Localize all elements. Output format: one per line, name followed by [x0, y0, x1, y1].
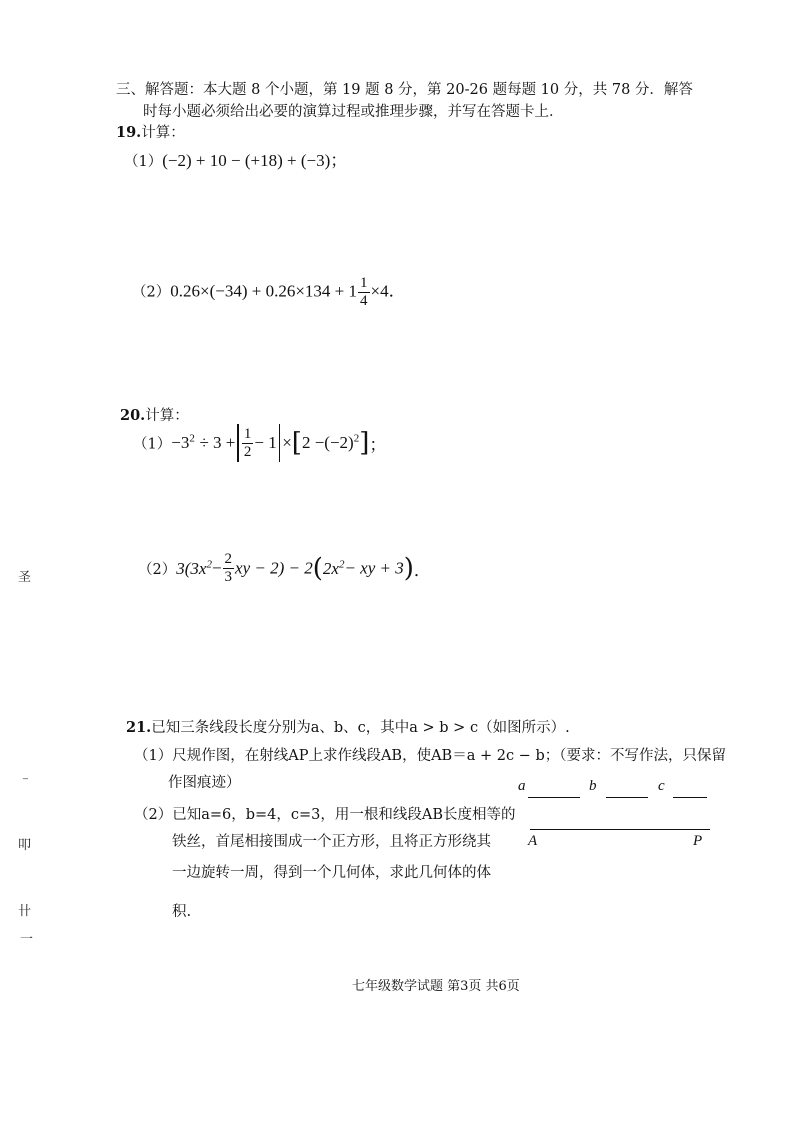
q20-part1-frac-den: 2 [243, 443, 252, 460]
q21-number: 21. [126, 719, 152, 736]
q19-title: 计算： [141, 125, 185, 141]
q19-number: 19. [116, 124, 142, 141]
q21-part2-line2: 铁丝，首尾相接围成一个正方形，且将正方形绕其 [172, 834, 491, 850]
q21-stem-text: 已知三条线段长度分别为a、b、c，其中a > b > c（如图所示）. [151, 720, 570, 736]
section-heading-line1: 三、解答题：本大题 8 个小题，第 19 题 8 分，第 20-26 题每题 10 分，共 78 分．解答 [116, 82, 693, 98]
q21-part2-line3: 一边旋转一周，得到一个几何体，求此几何体的体 [172, 865, 491, 881]
ray-ap [530, 829, 710, 830]
q19-part2-expr-b: ×4． [370, 281, 406, 301]
q20-part1-a-exponent: 2 [189, 432, 195, 445]
q20-part2-end: ． [413, 561, 431, 580]
q20-number: 20. [120, 407, 146, 424]
q21-part2-text: 已知a=6，b=4，c=3，用一根和线段AB长度相等的 [172, 807, 516, 823]
q21-part1-line2: 作图痕迹） [168, 775, 241, 791]
q20-part2-d: $2x^2$ [322, 558, 345, 578]
q20-part2 [138, 552, 431, 585]
segment-a [528, 797, 580, 798]
q20-part2-label: （2） [138, 562, 177, 578]
q19-part2-fraction [358, 276, 370, 309]
abs-bar-right [279, 424, 281, 462]
q20-part1-fraction [242, 427, 254, 460]
q20-part2-e: − xy + 3 [344, 558, 404, 578]
right-paren: ) [403, 553, 414, 584]
segment-b-label: b [589, 778, 597, 794]
margin-mark-3: 叩 [18, 838, 32, 853]
q20-part1-f-exponent: 2 [353, 432, 360, 445]
margin-mark-5: 一 [20, 932, 34, 947]
q20-part2-b: − [211, 558, 222, 578]
q20-part1-d: × [282, 433, 292, 452]
q20-part2-frac-num: 2 [224, 551, 233, 567]
q19-heading [116, 121, 185, 142]
segment-b [606, 797, 648, 798]
q19-part1-label: （1） [124, 154, 163, 170]
page-footer: 七年级数学试题 第3页 共6页 [352, 979, 520, 994]
q20-part2-a-exponent: 2 [206, 558, 212, 571]
q20-part1-f: $(-2)^2$ [324, 432, 360, 453]
q21-part1-label: （1） [134, 748, 173, 764]
segment-c-label: c [658, 778, 665, 794]
q19-part2-expr-a: 0.26×(−34) + 0.26×134 + 1 [170, 281, 357, 301]
q20-title: 计算： [145, 408, 189, 424]
q21-part2-line1 [134, 803, 516, 824]
q20-part1-e: 2 − [301, 433, 325, 452]
q20-part2-fraction [223, 552, 235, 585]
q21-part1-line1 [134, 744, 726, 765]
margin-mark-1: 圣 [18, 570, 32, 585]
q19-part2-label: （2） [132, 284, 171, 301]
q19-part2-frac-num: 1 [360, 275, 368, 291]
left-bracket: [ [291, 428, 302, 458]
left-paren: ( [312, 553, 323, 584]
q20-heading [120, 404, 189, 425]
q20-part2-a: $3(3x^2$ [176, 558, 212, 578]
q20-part1-b: ÷ 3 + [199, 433, 236, 452]
q21-part1-text: 尺规作图，在射线AP上求作线段AB，使AB＝a + 2c − b；（要求：不写作法，只保留 [172, 748, 726, 764]
section-heading-line2: 时每小题必须给出必要的演算过程或推理步骤，并写在答题卡上． [143, 104, 564, 120]
q20-part1-label: （1） [133, 436, 172, 453]
q20-part2-frac-den: 3 [224, 569, 233, 585]
q20-part1-a: $-3^2$ [171, 432, 195, 453]
q19-part1-expr: (−2) + 10 − (+18) + (−3)； [162, 151, 348, 170]
abs-bar-left [237, 424, 239, 462]
q20-part1-c: − 1 [254, 433, 277, 452]
point-a-label: A [528, 833, 538, 849]
q20-part1-frac-num: 1 [243, 425, 252, 442]
q21-part2-line4: 积. [172, 904, 192, 920]
segment-c [673, 797, 707, 798]
q20-part2-c: xy − 2) − 2 [235, 558, 313, 578]
q19-part2-frac-den: 4 [360, 293, 368, 309]
q20-part1 [133, 424, 386, 462]
right-bracket: ] [359, 428, 370, 458]
q21-part2-label: （2） [134, 807, 173, 823]
q21-stem [126, 716, 570, 737]
q19-part1 [124, 146, 347, 171]
point-p-label: P [693, 833, 703, 849]
q20-part2-d-exponent: 2 [338, 558, 345, 571]
q20-part1-end: ； [369, 435, 387, 455]
margin-mark-2: ⁻ [22, 774, 29, 789]
q19-part2 [132, 276, 406, 309]
margin-mark-4: 卄 [18, 904, 32, 919]
segment-a-label: a [518, 778, 526, 794]
